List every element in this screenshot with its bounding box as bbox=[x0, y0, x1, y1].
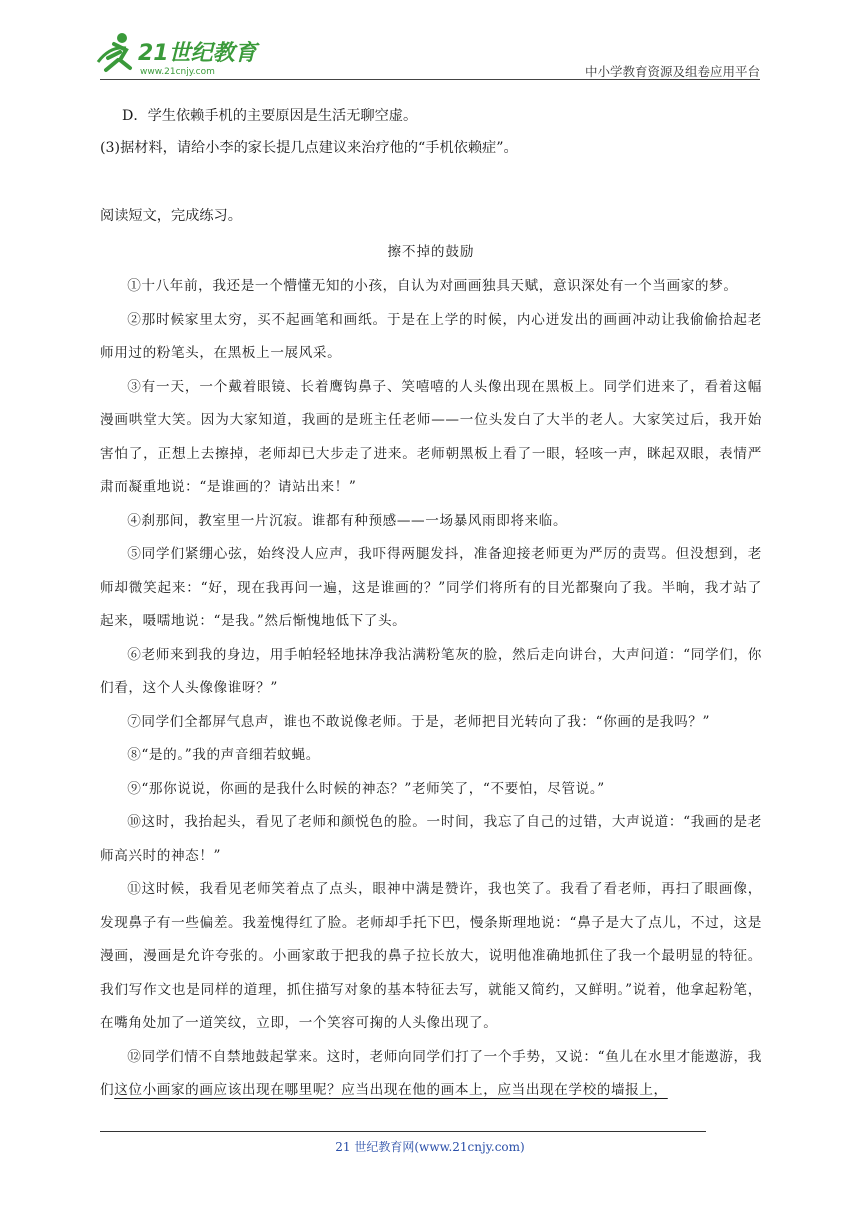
platform-label: 中小学教育资源及组卷应用平台 bbox=[584, 64, 760, 79]
paragraph-8: ⑧“是的。”我的声音细若蚊蝇。 bbox=[127, 747, 321, 763]
paragraph-5: ⑤同学们紧绷心弦，始终没人应声，我吓得两腿发抖，准备迎接老师更为严厉的责骂。但没想到，老师却微笑起来：“好，现在我再问一遍，这是谁画的？”同学们将所有的目光都聚向了我。半晌，我才站了起来，嗫嚅地说：“是我。”然后惭愧地低下了头。 bbox=[100, 546, 762, 629]
paragraph-2: ②那时候家里太穷，买不起画笔和画纸。于是在上学的时候，内心迸发出的画画冲动让我偷偷拾起老师用过的粉笔头，在黑板上一展风采。 bbox=[100, 311, 762, 361]
footer-link[interactable]: 21 世纪教育网(www.21cnjy.com) bbox=[335, 1140, 525, 1154]
article-title: 擦不掉的鼓励 bbox=[387, 244, 475, 260]
logo-text: 21世纪教育 bbox=[138, 41, 257, 66]
question-3: (3)据材料，请给小李的家长提几点建议来治疗他的“手机依赖症”。 bbox=[100, 140, 518, 156]
paragraph-12 bbox=[100, 1041, 762, 1108]
paragraph-3: ③有一天，一个戴着眼镜、长着鹰钩鼻子、笑嘻嘻的人头像出现在黑板上。同学们进来了，看着这幅漫画哄堂大笑。因为大家知道，我画的是班主任老师——一位头发白了大半的老人。大家笑过后，我开始害怕了，正想上去擦掉，老师却已大步走了进来。老师朝黑板上看了一眼，轻咳一声，眯起双眼，表情严肃而凝重地说：“是谁画的？请站出来！” bbox=[100, 378, 762, 495]
logo-url: www.21cnjy.com bbox=[140, 67, 215, 77]
paragraph-7: ⑦同学们全都屏气息声，谁也不敢说像老师。于是，老师把目光转向了我：“你画的是我吗？” bbox=[127, 713, 711, 730]
page-header bbox=[0, 0, 860, 90]
logo-21cnjy-icon bbox=[92, 28, 272, 82]
paragraph-12-start: ⑫同学们情不自禁地鼓起掌来。这时，老师向同学们打了一个手势，又说：“鱼儿在水里才能遨游，我们 bbox=[100, 1048, 762, 1098]
header-divider bbox=[100, 79, 760, 80]
footer-divider bbox=[100, 1131, 706, 1132]
paragraph-11: ⑪这时候，我看见老师笑着点了点头，眼神中满是赞许，我也笑了。我看了看老师，再扫了眼画像，发现鼻子有一些偏差。我羞愧得红了脸。老师却手托下巴，慢条斯理地说：“鼻子是大了点儿，不过，这是漫画，漫画是允许夸张的。小画家敢于把我的鼻子拉长放大，说明他准确地抓住了我一个最明显的特征。我们写作文也是同样的道理，抓住描写对象的基本特征去写，就能又简约，又鲜明。”说着，他拿起粉笔，在嘴角处加了一道笑纹，立即，一个笑容可掬的人头像出现了。 bbox=[100, 881, 762, 1031]
option-d: D．学生依赖手机的主要原因是生活无聊空虚。 bbox=[122, 108, 418, 124]
paragraph-10: ⑩这时，我抬起头，看见了老师和颜悦色的脸。一时间，我忘了自己的过错，大声说道：“我画的是老师高兴时的神态！” bbox=[100, 814, 762, 864]
paragraph-6: ⑥老师来到我的身边，用手帕轻轻地抹净我沾满粉笔灰的脸，然后走向讲台，大声问道：“同学们，你们看，这个人头像像谁呀？” bbox=[100, 646, 762, 696]
paragraph-1: ①十八年前，我还是一个懵懂无知的小孩，自认为对画画独具天赋，意识深处有一个当画家的梦。 bbox=[127, 278, 738, 294]
article-body bbox=[100, 270, 762, 1108]
paragraph-12-underlined: 这位小画家的画应该出现在哪里呢？应当出现在他的画本上，应当出现在学校的墙报上， bbox=[114, 1082, 668, 1098]
reading-intro: 阅读短文，完成练习。 bbox=[100, 208, 242, 224]
paragraph-9: ⑨“那你说说，你画的是我什么时候的神态？”老师笑了，“不要怕，尽管说。” bbox=[127, 780, 605, 797]
paragraph-4: ④刹那间，教室里一片沉寂。谁都有种预感——一场暴风雨即将来临。 bbox=[127, 512, 568, 529]
